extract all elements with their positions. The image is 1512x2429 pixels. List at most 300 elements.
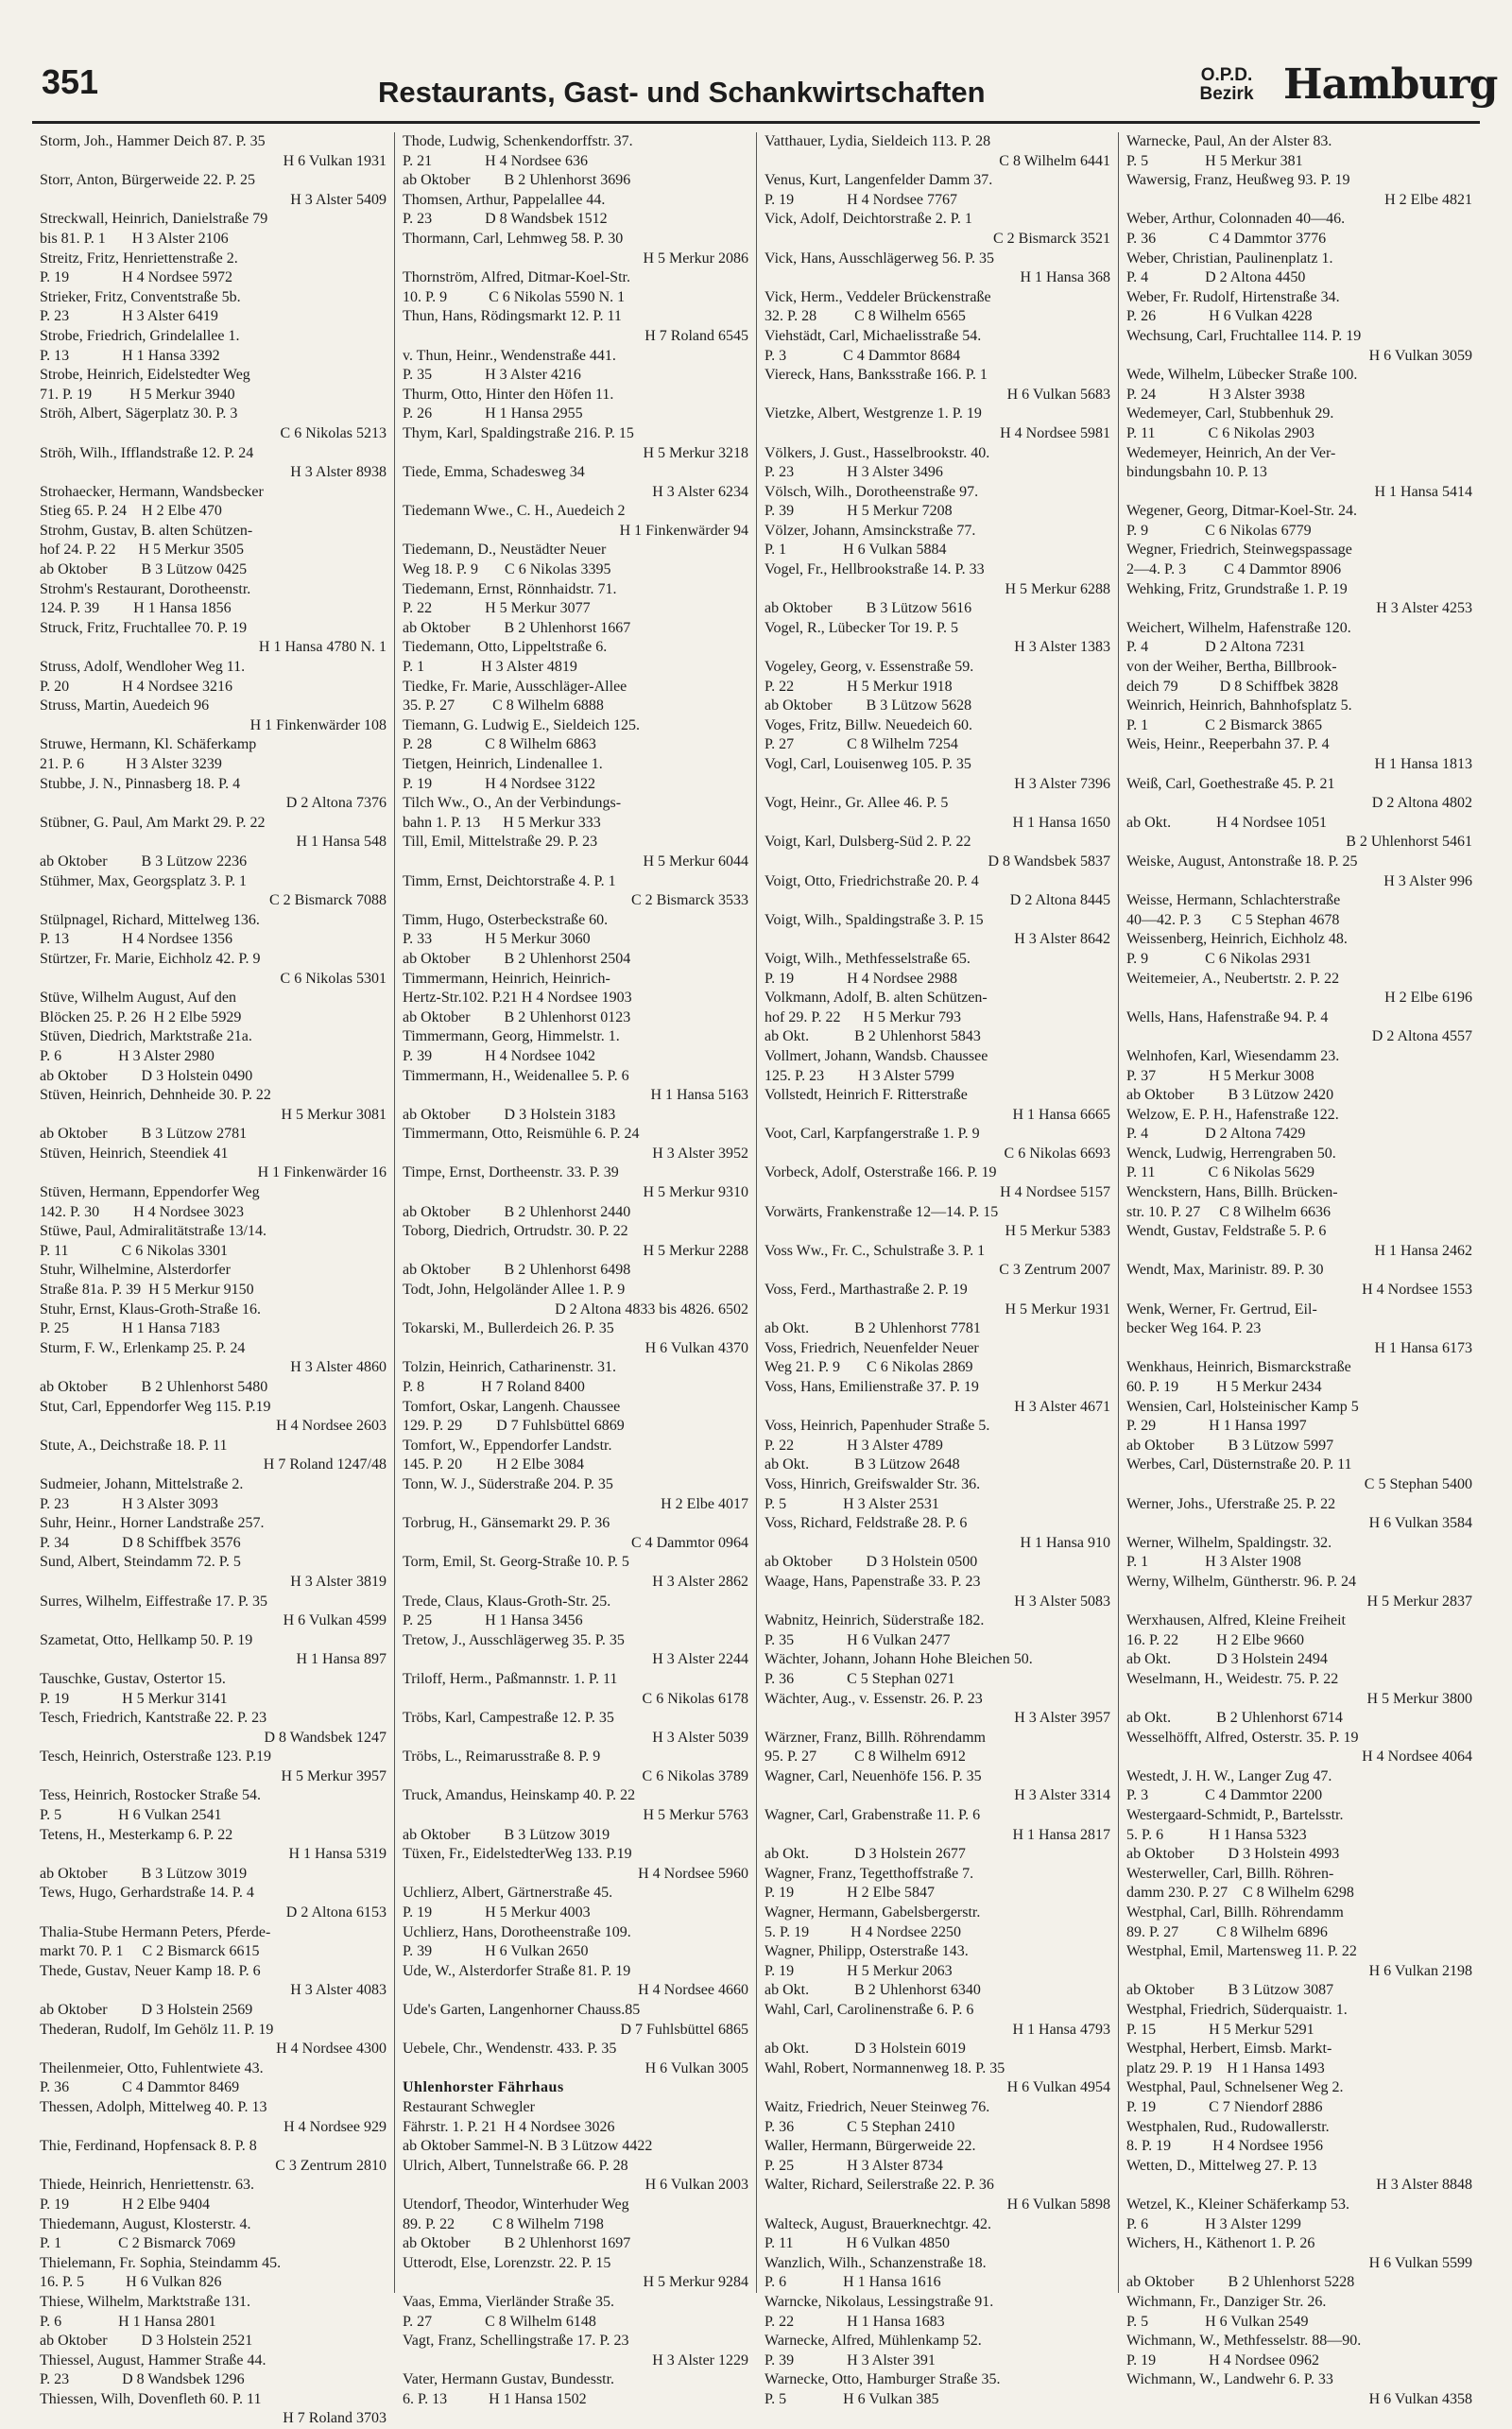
listing-line: Thiese, Wilhelm, Marktstraße 131. <box>40 2293 251 2310</box>
listing-line: Warncke, Nikolaus, Lessingstraße 91. <box>765 2293 994 2310</box>
listing-line: Wanzlich, Wilh., Schanzenstraße 18. <box>765 2254 987 2271</box>
listing-line: P. 20 H 4 Nordsee 3216 <box>40 678 232 695</box>
listing-line: Wetzel, K., Kleiner Schäferkamp 53. <box>1126 2196 1349 2213</box>
listing-line: Vatthauer, Lydia, Sieldeich 113. P. 28 <box>765 133 991 149</box>
listing-line: Völsch, Wilh., Dorotheenstraße 97. <box>765 483 979 500</box>
listing-line: P. 33 H 5 Merkur 3060 <box>403 931 591 948</box>
listing-phone-line: H 5 Merkur 3800 <box>1366 1690 1472 1707</box>
directory-column-1 <box>32 132 394 2427</box>
listing-line: Uchlierz, Hans, Dorotheenstraße 109. <box>403 1923 631 1940</box>
listing-line: Wenckstern, Hans, Billh. Brücken- <box>1126 1184 1338 1201</box>
listing-line: P. 26 H 1 Hansa 2955 <box>403 405 583 422</box>
listing-phone-line: H 6 Vulkan 4358 <box>1368 2390 1472 2407</box>
listing-phone-line: D 2 Altona 6153 <box>285 1904 387 1921</box>
listing-line: P. 39 H 3 Alster 391 <box>765 2351 936 2369</box>
listing-line: Warnecke, Alfred, Mühlenkamp 52. <box>765 2333 982 2350</box>
listing-line: Wechsung, Carl, Fruchtallee 114. P. 19 <box>1126 327 1362 344</box>
listing-line: Wendt, Gustav, Feldstraße 5. P. 6 <box>1126 1223 1327 1240</box>
listing-line: P. 23 D 8 Wandsbek 1512 <box>403 211 608 228</box>
listing-line: P. 13 H 4 Nordsee 1356 <box>40 931 232 948</box>
listing-phone-line: H 1 Hansa 1813 <box>1374 756 1472 772</box>
listing-line: Timmermann, Georg, Himmelstr. 1. <box>403 1028 620 1045</box>
listing-line: P. 19 H 2 Elbe 5847 <box>765 1885 935 1902</box>
district-line-2: Bezirk <box>1199 84 1254 104</box>
listing-line: P. 4 D 2 Altona 7429 <box>1126 1126 1306 1143</box>
listing-phone-line: H 3 Alster 7396 <box>1014 775 1110 792</box>
listing-phone-line: H 4 Nordsee 4660 <box>638 1982 748 1999</box>
listing-line: bahn 1. P. 13 H 5 Merkur 333 <box>403 814 601 831</box>
listing-line: Thie, Ferdinand, Hopfensack 8. P. 8 <box>40 2138 257 2155</box>
listing-line: P. 22 H 5 Merkur 1918 <box>765 678 953 695</box>
listing-phone-line: H 3 Alster 8848 <box>1376 2177 1472 2194</box>
listing-line: damm 230. P. 27 C 8 Wilhelm 6298 <box>1126 1885 1354 1902</box>
listing-phone-line: C 5 Stephan 5400 <box>1364 1475 1472 1492</box>
listing-line: Tiedemann, Otto, Lippeltstraße 6. <box>403 639 608 656</box>
listing-line: Struss, Martin, Auedeich 96 <box>40 698 210 715</box>
listing-line: Thiedemann, August, Klosterstr. 4. <box>40 2215 251 2232</box>
listing-phone-line: H 5 Merkur 5383 <box>1005 1223 1110 1240</box>
listing-line: P. 21 H 4 Nordsee 636 <box>403 152 588 169</box>
listing-phone-line: D 2 Altona 7376 <box>285 795 387 812</box>
listing-line: str. 10. P. 27 C 8 Wilhelm 6636 <box>1126 1203 1331 1220</box>
listing-line: Toborg, Diedrich, Ortrudstr. 30. P. 22 <box>403 1223 628 1240</box>
listing-line: Weichert, Wilhelm, Hafenstraße 120. <box>1126 619 1351 636</box>
listing-phone-line: H 6 Vulkan 5599 <box>1368 2254 1472 2271</box>
listing-line: P. 9 C 6 Nikolas 2931 <box>1126 950 1312 967</box>
listing-line: P. 23 H 3 Alster 6419 <box>40 308 218 325</box>
listing-line: Weber, Fr. Rudolf, Hirtenstraße 34. <box>1126 288 1340 305</box>
listing-line: ab Okt. B 2 Uhlenhorst 5843 <box>765 1028 981 1045</box>
listing-line: Waller, Hermann, Bürgerweide 22. <box>765 2138 976 2155</box>
listing-line: Walter, Richard, Seilerstraße 22. P. 36 <box>765 2177 994 2194</box>
listing-line: Wegner, Friedrich, Steinwegspassage <box>1126 542 1352 559</box>
listing-line: bis 81. P. 1 H 3 Alster 2106 <box>40 230 229 247</box>
listing-line: Ulrich, Albert, Tunnelstraße 66. P. 28 <box>403 2157 628 2174</box>
listing-line: Suhr, Heinr., Horner Landstraße 257. <box>40 1515 265 1532</box>
listing-phone-line: H 1 Hansa 548 <box>296 834 387 851</box>
listing-phone-line: H 5 Merkur 2086 <box>643 250 748 267</box>
directory-column-4 <box>1118 132 1480 2407</box>
listing-line: Tomfort, W., Eppendorfer Landstr. <box>403 1437 612 1454</box>
listing-phone-line: H 3 Alster 2862 <box>652 1573 748 1590</box>
listing-line: P. 6 H 1 Hansa 2801 <box>40 2313 216 2330</box>
listing-line: Vogel, R., Lübecker Tor 19. P. 5 <box>765 619 958 636</box>
listing-line: Wesselhöfft, Alfred, Osterstr. 35. P. 19 <box>1126 1729 1359 1746</box>
listing-line: Wenkhaus, Heinrich, Bismarckstraße <box>1126 1359 1351 1376</box>
listing-phone-line: B 2 Uhlenhorst 5461 <box>1346 834 1472 851</box>
listing-line: ab Oktober B 3 Lützow 2781 <box>40 1126 248 1143</box>
listing-line: Voigt, Karl, Dulsberg-Süd 2. P. 22 <box>765 834 971 851</box>
listing-line: ab Oktober B 3 Lützow 2236 <box>40 853 248 870</box>
listing-phone-line: H 3 Alster 4671 <box>1014 1398 1110 1415</box>
listing-line: Uebele, Chr., Wendenstr. 433. P. 35 <box>403 2041 617 2058</box>
listing-line: Stieg 65. P. 24 H 2 Elbe 470 <box>40 503 222 520</box>
listing-phone-line: C 6 Nikolas 5213 <box>280 424 387 441</box>
listing-line: P. 11 H 6 Vulkan 4850 <box>765 2235 950 2252</box>
listing-phone-line: H 3 Alster 3952 <box>652 1145 748 1162</box>
listing-line: Strieker, Fritz, Conventstraße 5b. <box>40 288 241 305</box>
listing-phone-line: H 5 Merkur 9284 <box>643 2274 748 2291</box>
listing-line: Voigt, Wilh., Methfesselstraße 65. <box>765 950 971 967</box>
listing-line: Wells, Hans, Hafenstraße 94. P. 4 <box>1126 1008 1329 1025</box>
listing-phone-line: H 1 Finkenwärder 16 <box>257 1164 387 1181</box>
listing-line: deich 79 D 8 Schiffbek 3828 <box>1126 678 1339 695</box>
page-header <box>38 59 1498 117</box>
listing-line: 2—4. P. 3 C 4 Dammtor 8906 <box>1126 561 1342 578</box>
listing-line: Wenck, Ludwig, Herrengraben 50. <box>1126 1145 1336 1162</box>
listing-phone-line: H 4 Nordsee 2603 <box>276 1418 387 1435</box>
listing-line: Thessen, Adolph, Mittelweg 40. P. 13 <box>40 2098 267 2115</box>
listing-line: P. 36 C 5 Stephan 0271 <box>765 1670 955 1687</box>
listing-line: Stut, Carl, Eppendorfer Weg 115. P.19 <box>40 1398 271 1415</box>
listing-phone-line: D 8 Wandsbek 1247 <box>264 1729 387 1746</box>
listing-line: Triloff, Herm., Paßmannstr. 1. P. 11 <box>403 1670 618 1687</box>
listing-phone-line: H 5 Merkur 6288 <box>1005 580 1110 597</box>
listing-line: P. 3 C 4 Dammtor 2200 <box>1126 1787 1323 1804</box>
listing-line: Stuhr, Ernst, Klaus-Groth-Straße 16. <box>40 1301 261 1318</box>
listing-line: Tüxen, Fr., EidelstedterWeg 133. P.19 <box>403 1846 632 1863</box>
listing-line: Voss, Hinrich, Greifswalder Str. 36. <box>765 1475 981 1492</box>
listing-line: ab Oktober D 3 Holstein 2569 <box>40 2002 253 2018</box>
listing-line: P. 39 H 4 Nordsee 1042 <box>403 1047 595 1064</box>
listing-line: 6. P. 13 H 1 Hansa 1502 <box>403 2390 587 2407</box>
listing-line: ab Oktober B 3 Lützow 5997 <box>1126 1437 1334 1454</box>
listing-phone-line: H 3 Alster 3314 <box>1014 1787 1110 1804</box>
listing-line: Streckwall, Heinrich, Danielstraße 79 <box>40 211 268 228</box>
listing-line: Stüven, Heinrich, Steendiek 41 <box>40 1145 229 1162</box>
listing-line: Uhlenhorster Fährhaus <box>403 2079 564 2096</box>
listing-line: ab Oktober B 2 Uhlenhorst 2440 <box>403 1203 631 1220</box>
listing-line: Stüwe, Paul, Admiralitätstraße 13/14. <box>40 1223 266 1240</box>
listing-line: Waage, Hans, Papenstraße 33. P. 23 <box>765 1573 981 1590</box>
listing-line: P. 1 H 6 Vulkan 5884 <box>765 542 947 559</box>
page-title: Restaurants, Gast- und Schankwirtschaften <box>378 76 986 109</box>
listing-line: ab Oktober B 3 Lützow 3019 <box>40 1865 248 1882</box>
listing-line: Restaurant Schwegler <box>403 2098 535 2115</box>
listing-line: 129. P. 29 D 7 Fuhlsbüttel 6869 <box>403 1418 625 1435</box>
listing-line: Stute, A., Deichstraße 18. P. 11 <box>40 1437 228 1454</box>
listing-phone-line: D 2 Altona 4802 <box>1371 795 1472 812</box>
listing-line: P. 11 C 6 Nikolas 5629 <box>1126 1164 1314 1181</box>
listing-phone-line: H 7 Roland 1247/48 <box>263 1456 387 1473</box>
listing-line: Todt, John, Helgoländer Allee 1. P. 9 <box>403 1282 626 1299</box>
listing-line: ab Okt. D 3 Holstein 2677 <box>765 1846 966 1863</box>
listing-line: Surres, Wilhelm, Eiffestraße 17. P. 35 <box>40 1593 267 1610</box>
listing-phone-line: H 4 Nordsee 1553 <box>1362 1282 1472 1299</box>
listing-line: Wagner, Philipp, Osterstraße 143. <box>765 1943 969 1960</box>
listing-line: P. 22 H 5 Merkur 3077 <box>403 600 591 617</box>
listing-phone-line: H 4 Nordsee 5960 <box>638 1865 748 1882</box>
listing-line: Voss Ww., Fr. C., Schulstraße 3. P. 1 <box>765 1242 986 1259</box>
listing-line: P. 35 H 6 Vulkan 2477 <box>765 1631 951 1648</box>
listing-phone-line: H 1 Hansa 1650 <box>1012 814 1110 831</box>
listing-line: Voot, Carl, Karpfangerstraße 1. P. 9 <box>765 1126 980 1143</box>
listing-line: P. 11 C 6 Nikolas 2903 <box>1126 424 1314 441</box>
listing-line: Thomsen, Arthur, Pappelallee 44. <box>403 191 606 208</box>
listing-line: Fährstr. 1. P. 21 H 4 Nordsee 3026 <box>403 2118 615 2135</box>
listing-line: Westphal, Paul, Schnelsener Weg 2. <box>1126 2079 1344 2096</box>
listing-line: P. 39 H 6 Vulkan 2650 <box>403 1943 589 1960</box>
listing-line: Tiede, Emma, Schadesweg 34 <box>403 464 585 481</box>
listing-line: 89. P. 27 C 8 Wilhelm 6896 <box>1126 1923 1328 1940</box>
listing-line: Timmermann, Heinrich, Heinrich- <box>403 970 610 987</box>
listing-phone-line: H 6 Vulkan 1931 <box>283 152 387 169</box>
listing-line: Thiessel, August, Hammer Straße 44. <box>40 2351 266 2369</box>
listing-line: Uchlierz, Albert, Gärtnerstraße 45. <box>403 1885 613 1902</box>
listing-line: Strohm, Gustav, B. alten Schützen- <box>40 522 253 539</box>
listing-line: Tolzin, Heinrich, Catharinenstr. 31. <box>403 1359 616 1376</box>
listing-line: Timm, Ernst, Deichtorstraße 4. P. 1 <box>403 872 616 889</box>
listing-line: Weg 21. P. 9 C 6 Nikolas 2869 <box>765 1359 973 1376</box>
listing-phone-line: H 1 Hansa 897 <box>296 1651 387 1668</box>
listing-line: ab Oktober B 3 Lützow 5616 <box>765 600 972 617</box>
listing-line: Voigt, Wilh., Spaldingstraße 3. P. 15 <box>765 911 984 928</box>
listing-line: Tetens, H., Mesterkamp 6. P. 22 <box>40 1826 233 1843</box>
district-label <box>1179 66 1274 104</box>
listing-line: Tiedemann, Ernst, Rönnhaidstr. 71. <box>403 580 617 597</box>
listing-line: ab Oktober B 2 Uhlenhorst 6498 <box>403 1262 631 1279</box>
listing-line: 89. P. 22 C 8 Wilhelm 7198 <box>403 2215 604 2232</box>
listing-line: Vater, Hermann Gustav, Bundesstr. <box>403 2371 615 2388</box>
listing-line: Wahl, Robert, Normannenweg 18. P. 35 <box>765 2059 1005 2076</box>
listing-phone-line: H 3 Alster 5039 <box>652 1729 748 1746</box>
listing-line: 8. P. 19 H 4 Nordsee 1956 <box>1126 2138 1323 2155</box>
listing-line: Wächter, Johann, Johann Hohe Bleichen 50. <box>765 1651 1033 1668</box>
listing-phone-line: C 8 Wilhelm 6441 <box>999 152 1110 169</box>
listing-phone-line: H 3 Alster 8642 <box>1014 931 1110 948</box>
listing-line: Stüven, Hermann, Eppendorfer Weg <box>40 1184 260 1201</box>
listing-line: Streitz, Fritz, Henriettenstraße 2. <box>40 250 238 267</box>
listing-line: P. 28 C 8 Wilhelm 6863 <box>403 736 596 753</box>
listing-line: Venus, Kurt, Langenfelder Damm 37. <box>765 172 993 189</box>
listing-phone-line: H 5 Merkur 9310 <box>643 1184 748 1201</box>
listing-line: Werner, Wilhelm, Spaldingstr. 32. <box>1126 1534 1332 1551</box>
listing-line: P. 27 C 8 Wilhelm 6148 <box>403 2313 596 2330</box>
header-rule <box>32 121 1480 124</box>
listing-phone-line: H 2 Elbe 4821 <box>1384 191 1472 208</box>
listing-line: Weisse, Hermann, Schlachterstraße <box>1126 892 1341 909</box>
listing-line: Westerweller, Carl, Billh. Röhren- <box>1126 1865 1334 1882</box>
listing-line: Werbes, Carl, Düsternstraße 20. P. 11 <box>1126 1456 1352 1473</box>
listing-line: Wenk, Werner, Fr. Gertrud, Eil- <box>1126 1301 1317 1318</box>
listing-line: Straße 81a. P. 39 H 5 Merkur 9150 <box>40 1282 254 1299</box>
listing-line: Weis, Heinr., Reeperbahn 37. P. 4 <box>1126 736 1330 753</box>
listing-line: Tretow, J., Ausschlägerweg 35. P. 35 <box>403 1631 625 1648</box>
listing-line: P. 1 C 2 Bismarck 3865 <box>1126 716 1323 733</box>
listing-line: Westergaard-Schmidt, P., Bartelsstr. <box>1126 1807 1344 1824</box>
listing-phone-line: D 2 Altona 8445 <box>1009 892 1110 909</box>
listing-line: Walteck, August, Brauerknechtgr. 42. <box>765 2215 991 2232</box>
listing-line: Ude, W., Alsterdorfer Straße 81. P. 19 <box>403 1962 631 1979</box>
listing-line: P. 26 H 6 Vulkan 4228 <box>1126 308 1313 325</box>
listing-line: P. 19 H 4 Nordsee 5972 <box>40 269 232 286</box>
listing-line: Thede, Gustav, Neuer Kamp 18. P. 6 <box>40 1962 261 1979</box>
listing-line: Thormann, Carl, Lehmweg 58. P. 30 <box>403 230 624 247</box>
listing-phone-line: H 7 Roland 3703 <box>283 2410 387 2427</box>
listing-line: 95. P. 27 C 8 Wilhelm 6912 <box>765 1749 966 1766</box>
listing-line: Storm, Joh., Hammer Deich 87. P. 35 <box>40 133 266 149</box>
listing-phone-line: H 6 Vulkan 3059 <box>1368 347 1472 364</box>
listing-line: Tews, Hugo, Gerhardstraße 14. P. 4 <box>40 1885 254 1902</box>
listing-line: 125. P. 23 H 3 Alster 5799 <box>765 1067 954 1084</box>
listing-line: P. 1 C 2 Bismarck 7069 <box>40 2235 236 2252</box>
listing-line: Vick, Adolf, Deichtorstraße 2. P. 1 <box>765 211 972 228</box>
listing-line: Timmermann, H., Weidenallee 5. P. 6 <box>403 1067 629 1084</box>
listing-line: platz 29. P. 19 H 1 Hansa 1493 <box>1126 2059 1325 2076</box>
listing-line: 40—42. P. 3 C 5 Stephan 4678 <box>1126 911 1340 928</box>
listing-phone-line: H 6 Vulkan 2003 <box>644 2177 748 2194</box>
listing-line: Storr, Anton, Bürgerweide 22. P. 25 <box>40 172 255 189</box>
listing-phone-line: H 3 Alster 996 <box>1383 872 1472 889</box>
listing-phone-line: H 3 Alster 2244 <box>652 1651 748 1668</box>
listing-line: Wagner, Carl, Grabenstraße 11. P. 6 <box>765 1807 981 1824</box>
listing-phone-line: H 3 Alster 5409 <box>290 191 387 208</box>
listing-line: Vogt, Heinr., Gr. Allee 46. P. 5 <box>765 795 949 812</box>
listing-line: P. 22 H 1 Hansa 1683 <box>765 2313 945 2330</box>
listing-phone-line: H 1 Finkenwärder 94 <box>619 522 748 539</box>
listing-phone-line: H 3 Alster 6234 <box>652 483 748 500</box>
listing-line: Weissenberg, Heinrich, Eichholz 48. <box>1126 931 1348 948</box>
listing-line: Utterodt, Else, Lorenzstr. 22. P. 15 <box>403 2254 611 2271</box>
listing-line: Tröbs, L., Reimarusstraße 8. P. 9 <box>403 1749 601 1766</box>
listing-phone-line: H 5 Merkur 3957 <box>281 1767 387 1784</box>
listing-line: Ströh, Wilh., Ifflandstraße 12. P. 24 <box>40 444 254 461</box>
listing-line: Thode, Ludwig, Schenkendorffstr. 37. <box>403 133 633 149</box>
listing-line: Hertz-Str.102. P.21 H 4 Nordsee 1903 <box>403 990 632 1007</box>
listing-phone-line: D 7 Fuhlsbüttel 6865 <box>620 2021 748 2038</box>
listing-line: P. 19 C 7 Niendorf 2886 <box>1126 2098 1323 2115</box>
district-line-1: O.P.D. <box>1200 65 1253 85</box>
listing-line: Voss, Hans, Emilienstraße 37. P. 19 <box>765 1379 979 1395</box>
listing-line: 142. P. 30 H 4 Nordsee 3023 <box>40 1203 244 1220</box>
listing-phone-line: H 7 Roland 6545 <box>644 327 748 344</box>
listing-line: Blöcken 25. P. 26 H 2 Elbe 5929 <box>40 1008 242 1025</box>
listing-phone-line: H 3 Alster 3819 <box>290 1573 387 1590</box>
listing-line: von der Weiher, Bertha, Billbrook- <box>1126 659 1337 676</box>
listing-phone-line: C 2 Bismarck 3521 <box>993 230 1110 247</box>
listing-line: Stülpnagel, Richard, Mittelweg 136. <box>40 911 260 928</box>
listing-line: P. 37 H 5 Merkur 3008 <box>1126 1067 1314 1084</box>
listing-line: Szametat, Otto, Hellkamp 50. P. 19 <box>40 1631 253 1648</box>
listing-line: Trede, Claus, Klaus-Groth-Str. 25. <box>403 1593 611 1610</box>
listing-line: Sturm, F. W., Erlenkamp 25. P. 24 <box>40 1339 246 1356</box>
listing-line: Wensien, Carl, Holsteinischer Kamp 5 <box>1126 1398 1359 1415</box>
listing-line: Wahl, Carl, Carolinenstraße 6. P. 6 <box>765 2002 974 2018</box>
listing-line: P. 19 H 5 Merkur 4003 <box>403 1904 591 1921</box>
directory-columns <box>32 132 1480 2427</box>
listing-line: P. 6 H 3 Alster 1299 <box>1126 2215 1301 2232</box>
listing-line: Thalia-Stube Hermann Peters, Pferde- <box>40 1923 271 1940</box>
listing-line: Theilenmeier, Otto, Fuhlentwiete 43. <box>40 2059 264 2076</box>
listing-line: 71. P. 19 H 5 Merkur 3940 <box>40 386 235 403</box>
listing-line: ab Okt. H 4 Nordsee 1051 <box>1126 814 1327 831</box>
listing-line: Tiedke, Fr. Marie, Ausschläger-Allee <box>403 678 627 695</box>
listing-line: Wawersig, Franz, Heußweg 93. P. 19 <box>1126 172 1350 189</box>
listing-line: Tiedemann, D., Neustädter Neuer <box>403 542 607 559</box>
listing-phone-line: H 6 Vulkan 4599 <box>283 1612 387 1629</box>
listing-line: ab Oktober D 3 Holstein 4993 <box>1126 1846 1340 1863</box>
listing-line: ab Oktober B 2 Uhlenhorst 0123 <box>403 1008 631 1025</box>
listing-line: P. 27 C 8 Wilhelm 7254 <box>765 736 958 753</box>
listing-line: Warnecke, Otto, Hamburger Straße 35. <box>765 2371 1001 2388</box>
listing-line: P. 5 H 6 Vulkan 2549 <box>1126 2313 1309 2330</box>
listing-line: Vagt, Franz, Schellingstraße 17. P. 23 <box>403 2333 629 2350</box>
listing-line: ab Oktober B 2 Uhlenhorst 1697 <box>403 2235 631 2252</box>
listing-line: 60. P. 19 H 5 Merkur 2434 <box>1126 1379 1322 1395</box>
listing-line: ab Oktober D 3 Holstein 2521 <box>40 2333 253 2350</box>
listing-line: hof 24. P. 22 H 5 Merkur 3505 <box>40 542 244 559</box>
listing-phone-line: H 1 Hansa 5163 <box>650 1087 748 1104</box>
listing-line: Voges, Fritz, Billw. Neuedeich 60. <box>765 716 972 733</box>
listing-line: P. 5 H 3 Alster 2531 <box>765 1495 939 1512</box>
listing-line: Thurm, Otto, Hinter den Höfen 11. <box>403 386 614 403</box>
listing-line: P. 5 H 6 Vulkan 385 <box>765 2390 939 2407</box>
listing-phone-line: H 6 Vulkan 4370 <box>644 1339 748 1356</box>
listing-line: ab Oktober B 3 Lützow 5628 <box>765 698 972 715</box>
listing-phone-line: H 6 Vulkan 3584 <box>1368 1515 1472 1532</box>
listing-line: Weg 18. P. 9 C 6 Nikolas 3395 <box>403 561 611 578</box>
listing-line: Vick, Hans, Ausschlägerweg 56. P. 35 <box>765 250 995 267</box>
listing-line: Wichmann, Fr., Danziger Str. 26. <box>1126 2293 1327 2310</box>
listing-line: Timpe, Ernst, Dortheenstr. 33. P. 39 <box>403 1164 619 1181</box>
listing-line: ab Oktober B 3 Lützow 2420 <box>1126 1087 1334 1104</box>
listing-phone-line: C 6 Nikolas 3789 <box>642 1767 748 1784</box>
listing-line: 21. P. 6 H 3 Alster 3239 <box>40 756 222 772</box>
listing-line: Völzer, Johann, Amsinckstraße 77. <box>765 522 976 539</box>
listing-line: Stübner, G. Paul, Am Markt 29. P. 22 <box>40 814 266 831</box>
listing-line: Ude's Garten, Langenhorner Chauss.85 <box>403 2002 641 2018</box>
listing-line: Westphalen, Rud., Rudowallerstr. <box>1126 2118 1330 2135</box>
listing-phone-line: H 5 Merkur 3081 <box>281 1106 387 1123</box>
listing-line: Voss, Heinrich, Papenhuder Straße 5. <box>765 1418 990 1435</box>
listing-line: Tröbs, Karl, Campestraße 12. P. 35 <box>403 1710 614 1727</box>
listing-line: Thiede, Heinrich, Henriettenstr. 63. <box>40 2177 255 2194</box>
listing-line: P. 23 H 3 Alster 3496 <box>765 464 943 481</box>
listing-phone-line: H 4 Nordsee 4064 <box>1362 1749 1472 1766</box>
listing-line: 145. P. 20 H 2 Elbe 3084 <box>403 1456 584 1473</box>
listing-phone-line: H 3 Alster 3957 <box>1014 1710 1110 1727</box>
listing-line: P. 25 H 3 Alster 8734 <box>765 2157 943 2174</box>
listing-line: 5. P. 19 H 4 Nordsee 2250 <box>765 1923 961 1940</box>
directory-column-2 <box>394 132 756 2407</box>
listing-phone-line: C 4 Dammtor 0964 <box>631 1534 748 1551</box>
listing-phone-line: H 5 Merkur 2288 <box>643 1242 748 1259</box>
listing-line: Vietzke, Albert, Westgrenze 1. P. 19 <box>765 405 982 422</box>
listing-line: P. 23 H 3 Alster 3093 <box>40 1495 218 1512</box>
listing-line: bindungsbahn 10. P. 13 <box>1126 464 1267 481</box>
listing-line: Völkers, J. Gust., Hasselbrookstr. 40. <box>765 444 990 461</box>
listing-line: Vogeley, Georg, v. Essenstraße 59. <box>765 659 974 676</box>
listing-line: Strobe, Heinrich, Eidelstedter Weg <box>40 367 250 384</box>
listing-line: P. 5 H 5 Merkur 381 <box>1126 152 1303 169</box>
listing-line: Wegener, Georg, Ditmar-Koel-Str. 24. <box>1126 503 1358 520</box>
listing-line: P. 36 C 4 Dammtor 3776 <box>1126 230 1327 247</box>
listing-line: Stubbe, J. N., Pinnasberg 18. P. 4 <box>40 775 241 792</box>
listing-phone-line: H 4 Nordsee 5157 <box>1000 1184 1110 1201</box>
listing-line: Wede, Wilhelm, Lübecker Straße 100. <box>1126 367 1358 384</box>
listing-line: ab Oktober B 3 Lützow 3087 <box>1126 1982 1334 1999</box>
listing-line: P. 5 H 6 Vulkan 2541 <box>40 1807 222 1824</box>
listing-line: Viehstädt, Carl, Michaelisstraße 54. <box>765 327 982 344</box>
page-number: 351 <box>42 62 99 101</box>
listing-line: P. 34 D 8 Schiffbek 3576 <box>40 1534 241 1551</box>
listing-line: Tesch, Friedrich, Kantstraße 22. P. 23 <box>40 1710 267 1727</box>
listing-line: P. 1 H 3 Alster 4819 <box>403 659 577 676</box>
listing-line: P. 4 D 2 Altona 4450 <box>1126 269 1306 286</box>
listing-line: 16. P. 22 H 2 Elbe 9660 <box>1126 1631 1304 1648</box>
listing-line: Werxhausen, Alfred, Kleine Freiheit <box>1126 1612 1346 1629</box>
listing-line: Wedemeyer, Heinrich, An der Ver- <box>1126 444 1336 461</box>
